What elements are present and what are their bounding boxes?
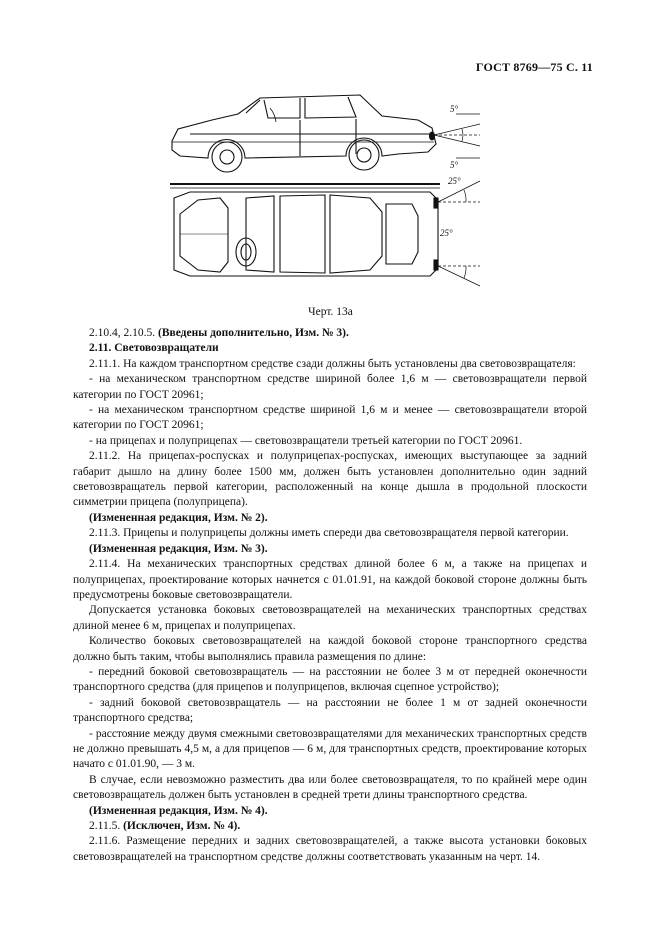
angle-label-25-bottom: 25°: [440, 228, 453, 238]
list-item: - задний боковой световозвращатель — на расстоянии не более 1 м от задней оконечности транспортного средства;: [73, 696, 587, 725]
list-item: - передний боковой световозвращатель — на расстоянии не более 3 м от передней оконечности транспортного средства (для прицепов и полуприцепов, включая сцепное устройство);: [73, 665, 587, 694]
list-item: - на механическом транспортном средстве шириной 1,6 м и менее — световозвращатели второй категории по ГОСТ 20961;: [73, 404, 587, 432]
document-body: [73, 326, 587, 865]
amendment-note: (Измененная редакция, Изм. № 2).: [89, 511, 268, 524]
paragraph: [73, 326, 587, 341]
page-header: ГОСТ 8769—75 С. 11: [475, 60, 593, 74]
amendment-note: (Измененная редакция, Изм. № 4).: [89, 804, 268, 817]
car-top-view: [174, 192, 438, 276]
clause-number: 2.10.4, 2.10.5.: [89, 327, 156, 339]
paragraph: 2.11.3. Прицепы и полуприцепы должны иметь спереди два световозвращателя первой категории.: [89, 527, 569, 540]
section-heading: 2.11. Световозвращатели: [89, 342, 219, 355]
amendment-note: (Исключен, Изм. № 4).: [123, 820, 241, 832]
amendment-note: (Введены дополнительно, Изм. № 3).: [158, 327, 349, 339]
paragraph: Количество боковых световозвращателей на каждой боковой стороне транспортного средства должно быть таким, чтобы выполнялись правила размещения по длине:: [73, 635, 587, 663]
vertical-angle-lines: [434, 114, 480, 158]
amendment-note: (Измененная редакция, Изм. № 3).: [89, 542, 268, 555]
paragraph: В случае, если невозможно разместить два или более световозвращателя, то по крайней мере один световозвращатель должен быть установлен в средней трети длины транспортного средства.: [73, 773, 587, 802]
vehicle-figure: [150, 86, 490, 301]
paragraph: 2.11.4. На механических транспортных средствах длиной более 6 м, а также на прицепах и полуприцепах, проектирование которых начнется с 01.01.91, на каждой боковой стороне должны быть предусмотрены боковые световозвращатели.: [73, 558, 587, 601]
paragraph: 2.11.2. На прицепах-роспусках и полуприцепах-роспусках, имеющих выступающее за задний габарит дышло на длину более 1500 мм, должен быть установлен дополнительно один задний световозвращатель первой категории, расположенный на конце дышла в продольной плоскости симметрии прицепа (полуприцепа).: [73, 450, 587, 509]
angle-label-25-top: 25°: [448, 176, 461, 186]
list-item: - на прицепах и полуприцепах — световозвращатели третьей категории по ГОСТ 20961.: [89, 434, 523, 447]
angle-label-top: 5°: [450, 104, 459, 114]
list-item: - на механическом транспортном средстве шириной более 1,6 м — световозвращатели первой категории по ГОСТ 20961;: [73, 373, 587, 401]
car-side-view: [172, 95, 436, 172]
list-item: - расстояние между двумя смежными световозвращателями для механических транспортных средств не должно превышать 4,5 м, а для прицепов — 6 м, для транспортных средств, проектирование которых начато с 01.01.90, — 3 м.: [73, 727, 587, 771]
vehicle-drawing: [150, 86, 490, 301]
paragraph: 2.11.6. Размещение передних и задних световозвращателей, а также высота установки боковых световозвращателей на транспортном средстве должны соответствовать указанным на черт. 14.: [73, 835, 587, 863]
paragraph: [73, 819, 587, 834]
clause-number: 2.11.5.: [89, 820, 121, 832]
angle-label-bottom: 5°: [450, 160, 459, 170]
paragraph: 2.11.1. На каждом транспортном средстве сзади должны быть установлены два световозвращателя:: [89, 357, 576, 370]
figure-caption: Черт. 13а: [308, 306, 353, 318]
paragraph: Допускается установка боковых световозвращателей на механических транспортных средствах длиной менее 6 м, прицепах и полуприцепах.: [73, 604, 587, 632]
